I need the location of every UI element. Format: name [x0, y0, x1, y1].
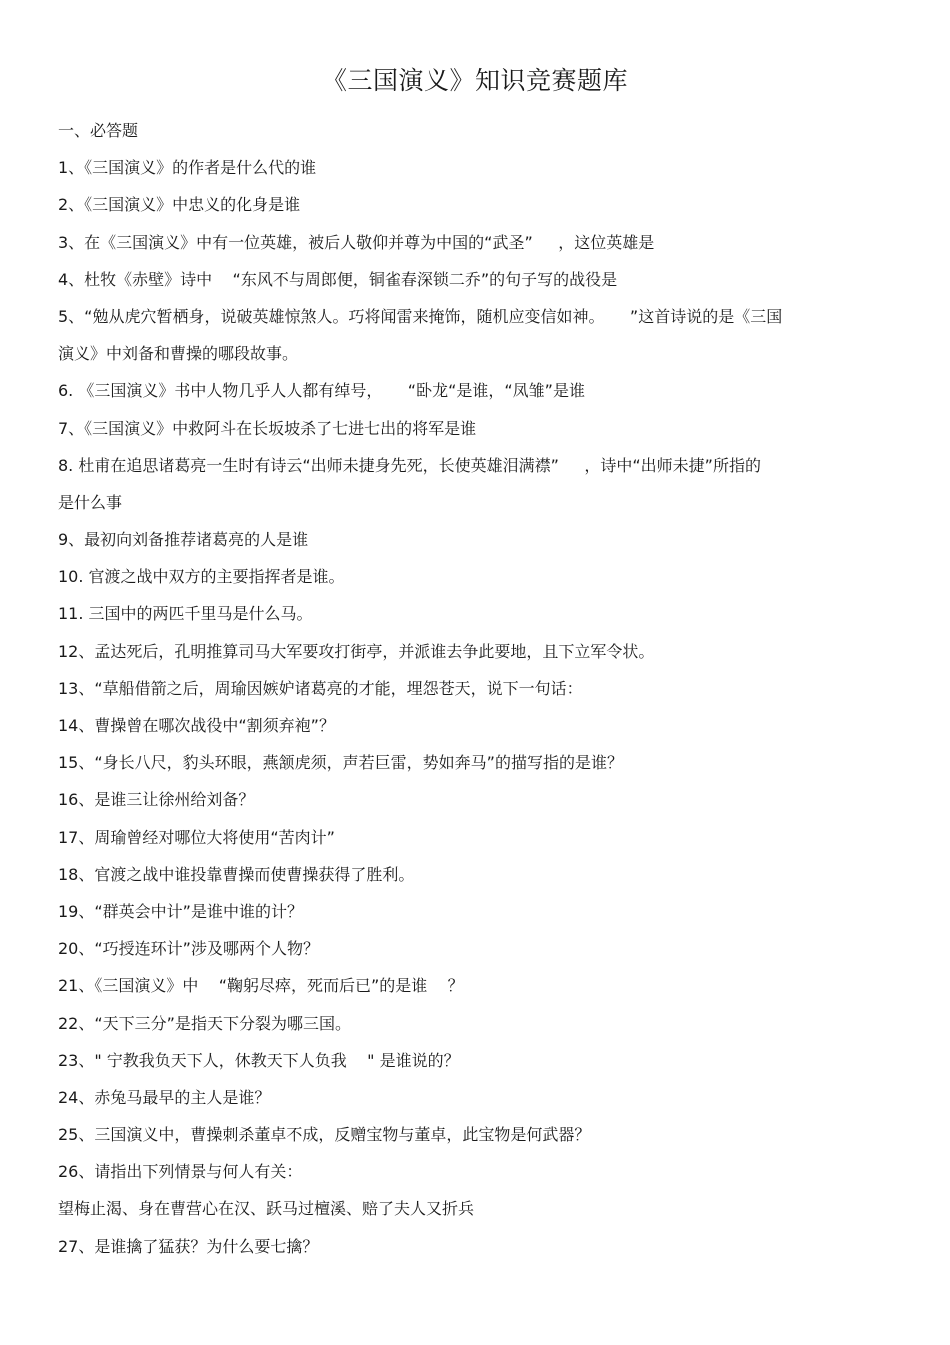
question-line: 22、“天下三分”是指天下分裂为哪三国。 [58, 1013, 351, 1033]
question-line: 18、官渡之战中谁投靠曹操而使曹操获得了胜利。 [58, 864, 415, 884]
question-line: 19、“群英会中计”是谁中谁的计？ [58, 901, 303, 921]
question-line: 11. 三国中的两匹千里马是什么马。 [58, 604, 313, 624]
question-line: 20、“巧授连环计”涉及哪两个人物？ [58, 939, 319, 959]
question-line: 14、曹操曾在哪次战役中“割须弃袍”？ [58, 716, 335, 735]
question-line: 26、请指出下列情景与何人有关： [58, 1162, 303, 1182]
question-list [58, 112, 888, 1265]
question-line: 24、赤兔马最早的主人是谁？ [58, 1087, 271, 1107]
question-line: 9、最初向刘备推荐诸葛亮的人是谁 [58, 530, 309, 550]
question-line: 21、《三国演义》中 “鞠躬尽瘁，死而后已”的是谁 ？ [58, 976, 464, 996]
question-line-continuation: 是什么事 [58, 492, 123, 512]
question-line: 7、《三国演义》中救阿斗在长坂坡杀了七进七出的将军是谁 [58, 418, 477, 438]
question-line: 3、在《三国演义》中有一位英雄，被后人敬仰并尊为中国的“武圣” ，这位英雄是 [58, 232, 655, 252]
document-title: 《三国演义》知识竞赛题库 [321, 66, 628, 95]
question-line-continuation: 望梅止渴、身在曹营心在汉、跃马过檀溪、赔了夫人又折兵 [58, 1199, 475, 1219]
question-line: 25、三国演义中，曹操刺杀董卓不成，反赠宝物与董卓，此宝物是何武器？ [58, 1125, 591, 1145]
question-line: 1、《三国演义》的作者是什么代的谁 [58, 158, 317, 178]
question-line: 8. 杜甫在追思诸葛亮一生时有诗云“出师未捷身先死，长使英雄泪满襟” ，诗中“出师未捷”所指的 [58, 455, 761, 475]
question-line: 16、是谁三让徐州给刘备？ [58, 790, 255, 810]
question-line: 4、杜牧《赤壁》诗中 “东风不与周郎便，铜雀春深锁二乔”的句子写的战役是 [58, 269, 618, 289]
question-line: 27、是谁擒了猛获？为什么要七擒？ [58, 1236, 319, 1256]
question-line: 13、“草船借箭之后，周瑜因嫉妒诸葛亮的才能，埋怨苍天，说下一句话： [58, 678, 583, 698]
question-line: 15、“身长八尺，豹头环眼，燕颔虎须，声若巨雷，势如奔马”的描写指的是谁？ [58, 753, 623, 773]
section-heading: 一、必答题 [58, 121, 139, 140]
question-line: 10. 官渡之战中双方的主要指挥者是谁。 [58, 567, 345, 587]
question-line: 2、《三国演义》中忠义的化身是谁 [58, 195, 301, 215]
question-line: 12、孟达死后，孔明推算司马大军要攻打街亭，并派谁去争此要地，且下立军令状。 [58, 641, 655, 661]
question-line-continuation: 演义》中刘备和曹操的哪段故事。 [58, 344, 299, 364]
question-line: 17、周瑜曾经对哪位大将使用“苦肉计” [58, 827, 335, 847]
question-line: 23、" 宁教我负天下人，休教天下人负我 " 是谁说的？ [58, 1050, 460, 1070]
question-line: 5、“勉从虎穴暂栖身，说破英雄惊煞人。巧将闻雷来掩饰，随机应变信如神。 ”这首诗说的是《三国 [58, 306, 783, 326]
question-line: 6. 《三国演义》书中人物几乎人人都有绰号， “卧龙“是谁，“凤雏”是谁 [58, 381, 585, 401]
